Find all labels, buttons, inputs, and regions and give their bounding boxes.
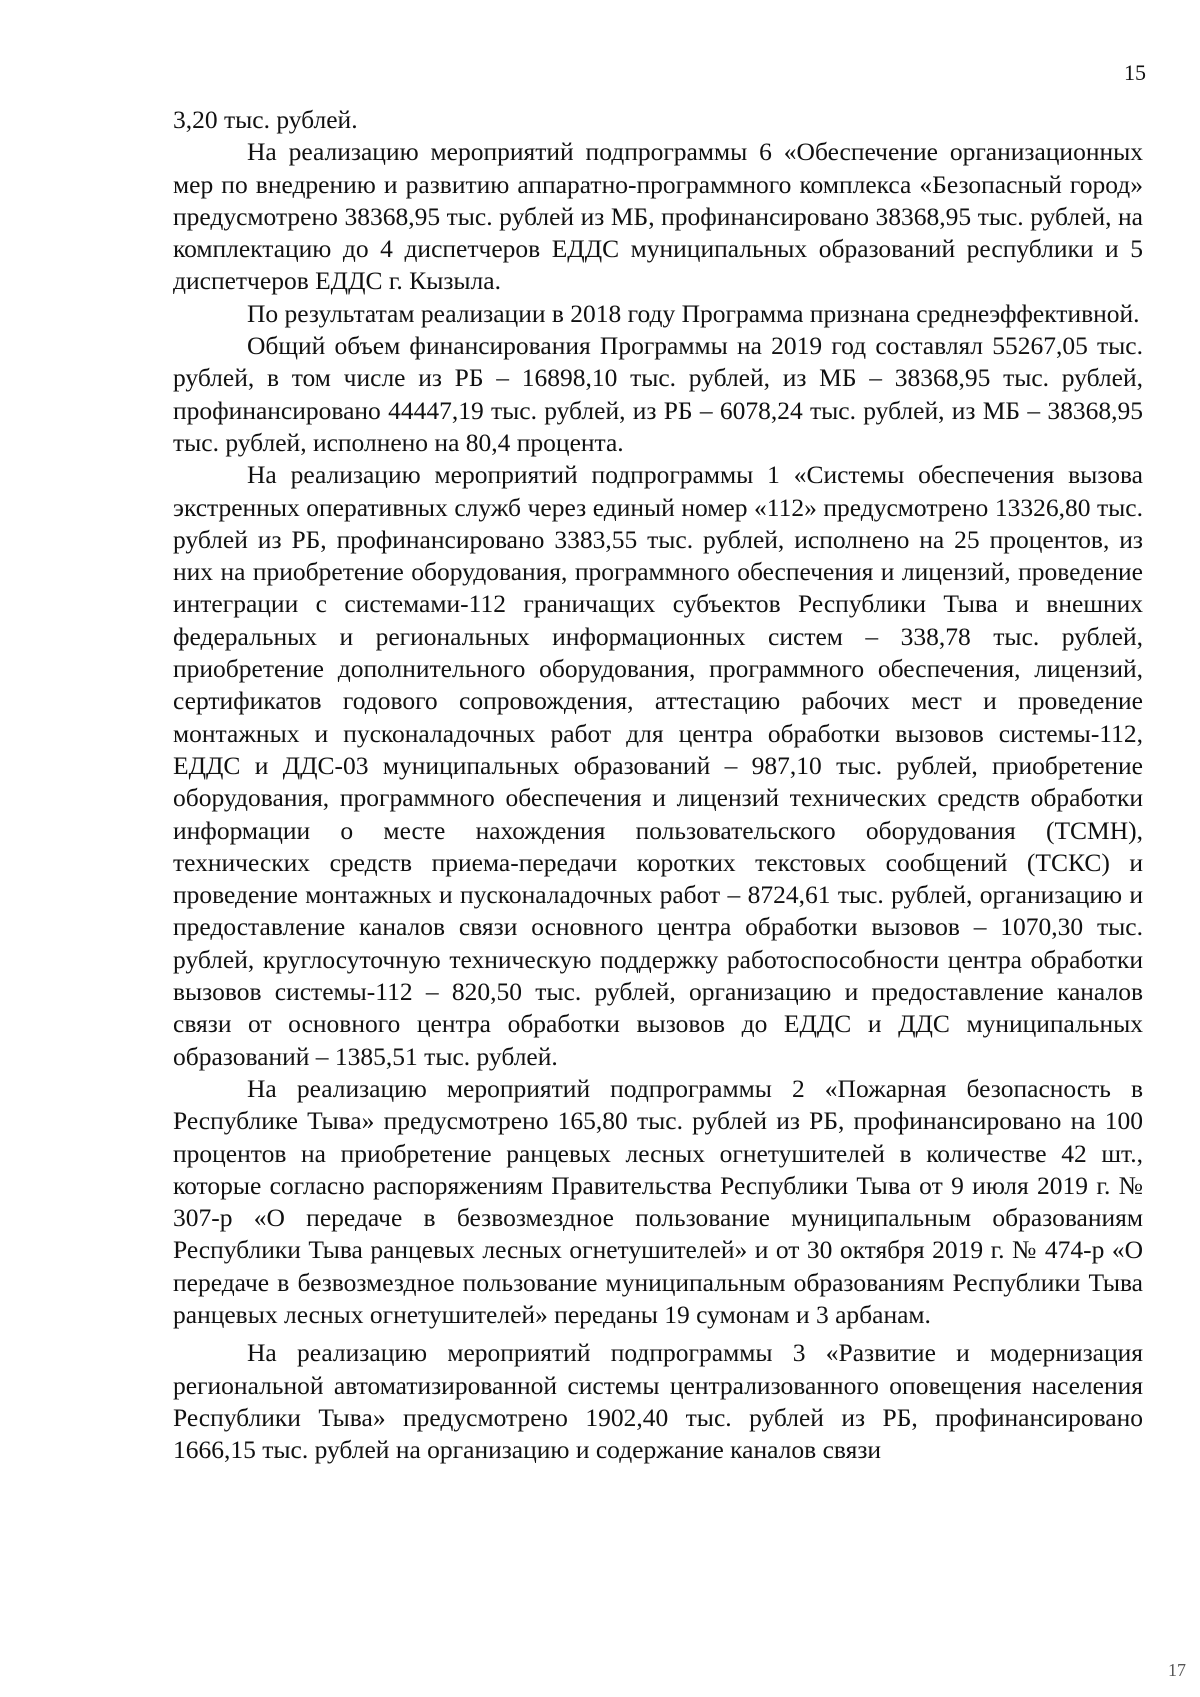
document-body [173,104,1143,1466]
paragraph-subprogram-2: На реализацию мероприятий подпрограммы 2 «Пожарная безопасность в Республике Тыва» предусмотрено 165,80 тыс. рублей из РБ, профинансировано на 100 процентов на приобретение ранцевых лесных огнетушителей в количестве 42 шт., которые согласно распоряжениям Правительства Республики Тыва от 9 июля 2019 г. № 307-р «О передаче в безвозмездное пользование муниципальным образованиям Республики Тыва ранцевых лесных огнетушителей» и от 30 октября 2019 г. № 474-р «О передаче в безвозмездное пользование муниципальным образованиям Республики Тыва ранцевых лесных огнетушителей» переданы 19 сумонам и 3 арбанам. [173,1073,1143,1329]
paragraph-subprogram-6: На реализацию мероприятий подпрограммы 6 «Обеспечение организационных мер по внедрению и развитию аппаратно-программного комплекса «Безопасный город» предусмотрено 38368,95 тыс. рублей из МБ, профинансировано 38368,95 тыс. рублей, на комплектацию до 4 диспетчеров ЕДДС муниципальных образований республики и 5 диспетчеров ЕДДС г. Кызыла. [173,137,1143,296]
corner-page-mark: 17 [1168,1660,1186,1680]
page-number: 15 [1124,60,1146,85]
paragraph-2018-results: По результатам реализации в 2018 году Программа признана среднеэффективной. [247,298,1140,328]
paragraph-subprogram-1: На реализацию мероприятий подпрограммы 1 «Системы обеспечения вызова экстренных оперативных служб через единый номер «112» предусмотрено 13326,80 тыс. рублей из РБ, профинансировано 3383,55 тыс. рублей, исполнено на 25 процентов, из них на приобретение оборудования, программного обеспечения и лицензий, проведение интеграции с системами-112 граничащих субъектов Республики Тыва и внешних федеральных и региональных информационных систем – 338,78 тыс. рублей, приобретение дополнительного оборудования, программного обеспечения, лицензий, сертификатов годового сопровождения, аттестацию рабочих мест и проведение монтажных и пусконаладочных работ для центра обработки вызовов системы-112, ЕДДС и ДДС-03 муниципальных образований – 987,10 тыс. рублей, приобретение оборудования, программного обеспечения и лицензий технических средств обработки информации о месте нахождения пользовательского оборудования (ТСМН), технических средств приема-передачи коротких текстовых сообщений (ТСКС) и проведение монтажных и пусконаладочных работ – 8724,61 тыс. рублей, организацию и предоставление каналов связи основного центра обработки вызовов – 1070,30 тыс. рублей, круглосуточную техническую поддержку работоспособности центра обработки вызовов системы-112 – 820,50 тыс. рублей, организацию и предоставление каналов связи от основного центра обработки вызовов до ЕДДС и ДДС муниципальных образований – 1385,51 тыс. рублей. [173,460,1143,1071]
paragraph-subprogram-3: На реализацию мероприятий подпрограммы 3 «Развитие и модернизация региональной автоматизированной системы централизованного оповещения населения Республики Тыва» предусмотрено 1902,40 тыс. рублей из РБ, профинансировано 1666,15 тыс. рублей на организацию и содержание каналов связи [173,1338,1143,1465]
paragraph-continuation: 3,20 тыс. рублей. [173,105,358,134]
paragraph-2019-financing: Общий объем финансирования Программы на 2019 год составлял 55267,05 тыс. рублей, в том числе из РБ – 16898,10 тыс. рублей, из МБ – 38368,95 тыс. рублей, профинансировано 44447,19 тыс. рублей, из РБ – 6078,24 тыс. рублей, из МБ – 38368,95 тыс. рублей, исполнено на 80,4 процента. [173,331,1143,457]
